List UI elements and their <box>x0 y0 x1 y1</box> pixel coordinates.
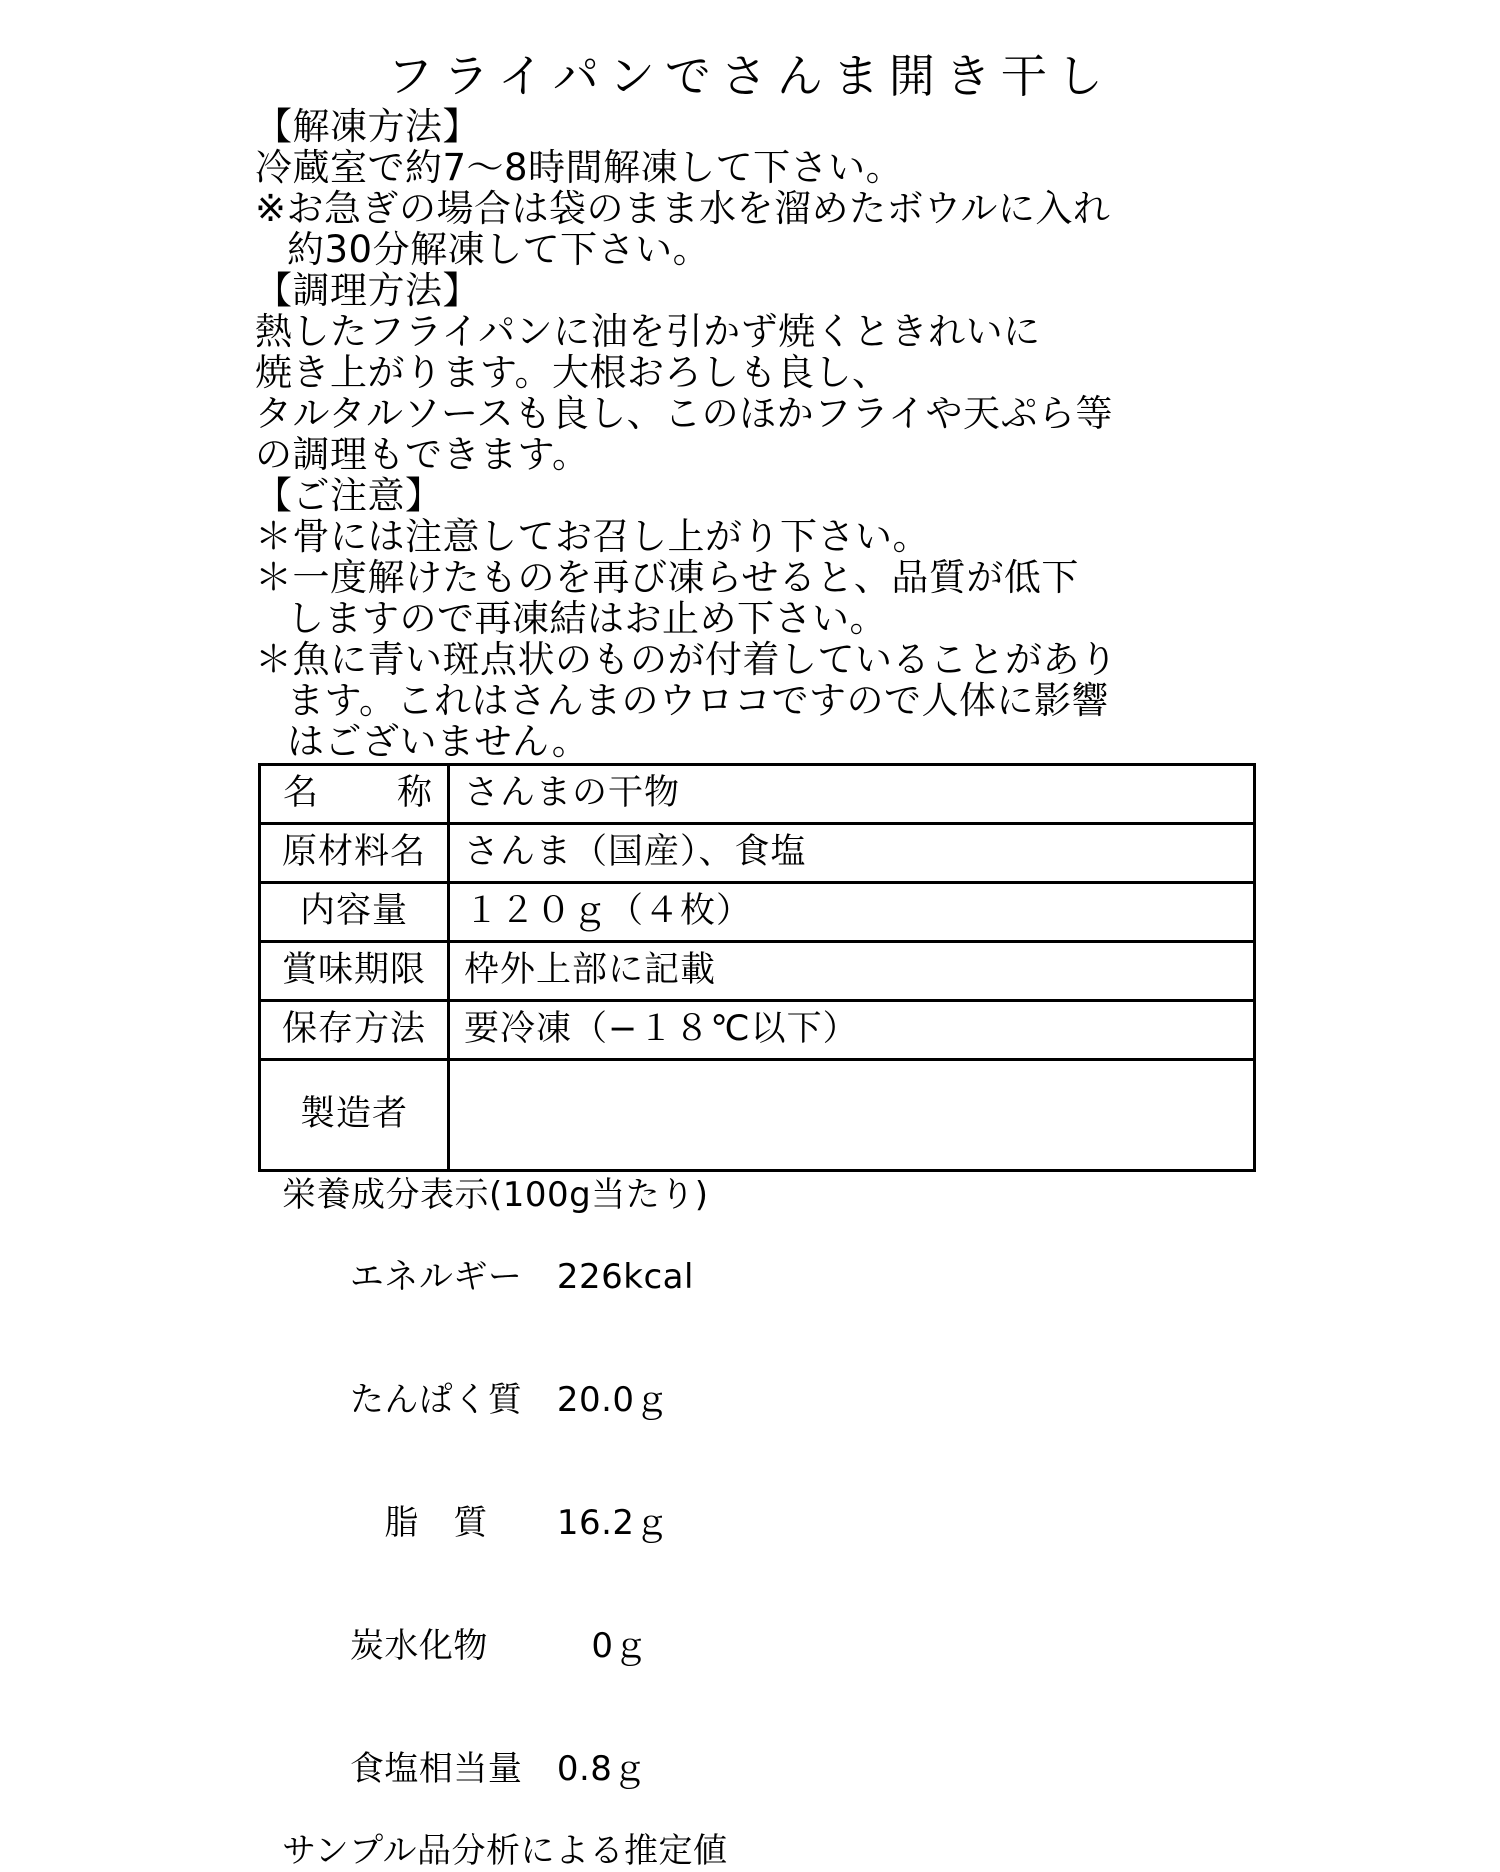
instructions-block <box>255 106 1265 762</box>
thaw-line-2: ※お急ぎの場合は袋のまま水を溜めたボウルに入れ <box>255 187 1111 230</box>
page-title: フライパンでさんま開き干し <box>387 49 1113 103</box>
table-row <box>260 883 1255 942</box>
row-label-ingredients: 原材料名 <box>260 824 449 883</box>
caution-line-5: ます。これはさんまのウロコですので人体に影響 <box>287 679 1110 722</box>
nutrition-item-fat <box>282 1462 727 1585</box>
row-label-storage: 保存方法 <box>260 1001 449 1060</box>
nutrition-item-protein-name: たんぱく質 <box>349 1380 523 1420</box>
nutrition-item-fat-name: 脂 質 <box>349 1503 488 1543</box>
row-value-quantity: １２０ｇ（４枚） <box>449 883 1255 942</box>
caution-heading: 【ご注意】 <box>255 474 443 517</box>
nutrition-block <box>282 1175 727 1872</box>
nutrition-item-carbs <box>282 1585 727 1708</box>
row-label-quantity: 内容量 <box>260 883 449 942</box>
cook-line-4: の調理もできます。 <box>255 433 590 476</box>
row-label-best-before: 賞味期限 <box>260 942 449 1001</box>
row-label-name: 名 称 <box>260 765 449 824</box>
row-value-name: さんまの干物 <box>449 765 1255 824</box>
caution-line-6: はございません。 <box>287 720 590 763</box>
nutrition-item-energy-value: 226kcal <box>556 1257 694 1297</box>
nutrition-heading: 栄養成分表示(100g当たり) <box>282 1175 709 1215</box>
caution-line-4: ＊魚に青い斑点状のものが付着していることがあり <box>255 638 1118 681</box>
thaw-line-1: 冷蔵室で約7〜8時間解凍して下さい。 <box>255 146 904 189</box>
nutrition-item-energy-name: エネルギー <box>349 1257 523 1297</box>
cook-heading: 【調理方法】 <box>255 269 480 312</box>
nutrition-item-protein-value: 20.0ｇ <box>556 1380 670 1420</box>
caution-line-1: ＊骨には注意してお召し上がり下さい。 <box>255 515 930 558</box>
row-value-ingredients: さんま（国産）、食塩 <box>449 824 1255 883</box>
row-value-storage: 要冷凍（−１８℃以下） <box>449 1001 1255 1060</box>
nutrition-item-fat-value: 16.2ｇ <box>556 1503 670 1543</box>
table-row <box>260 1060 1255 1171</box>
table-row <box>260 765 1255 824</box>
cook-line-1: 熱したフライパンに油を引かず焼くときれいに <box>255 310 1041 353</box>
row-value-manufacturer <box>449 1060 1255 1171</box>
nutrition-item-energy <box>282 1216 727 1339</box>
cook-line-3: タルタルソースも良し、このほかフライや天ぷら等 <box>255 392 1114 435</box>
nutrition-item-carbs-name: 炭水化物 <box>349 1626 488 1666</box>
thaw-heading: 【解凍方法】 <box>255 105 480 148</box>
product-info-table <box>258 763 1256 1172</box>
table-row <box>260 942 1255 1001</box>
table-row <box>260 1001 1255 1060</box>
nutrition-item-salt-value: 0.8ｇ <box>556 1749 647 1789</box>
nutrition-item-salt-name: 食塩相当量 <box>349 1749 523 1789</box>
caution-line-2: ＊一度解けたものを再び凍らせると、品質が低下 <box>255 556 1079 599</box>
nutrition-note: サンプル品分析による推定値 <box>282 1831 728 1871</box>
thaw-line-3: 約30分解凍して下さい。 <box>287 228 711 271</box>
nutrition-item-carbs-value: 0ｇ <box>591 1626 648 1666</box>
nutrition-item-protein <box>282 1339 727 1462</box>
row-label-manufacturer: 製造者 <box>260 1060 449 1171</box>
nutrition-item-salt <box>282 1708 727 1831</box>
cook-line-2: 焼き上がります。大根おろしも良し、 <box>255 351 890 394</box>
row-value-best-before: 枠外上部に記載 <box>449 942 1255 1001</box>
caution-line-3: しますので再凍結はお止め下さい。 <box>287 597 887 640</box>
table-row <box>260 824 1255 883</box>
